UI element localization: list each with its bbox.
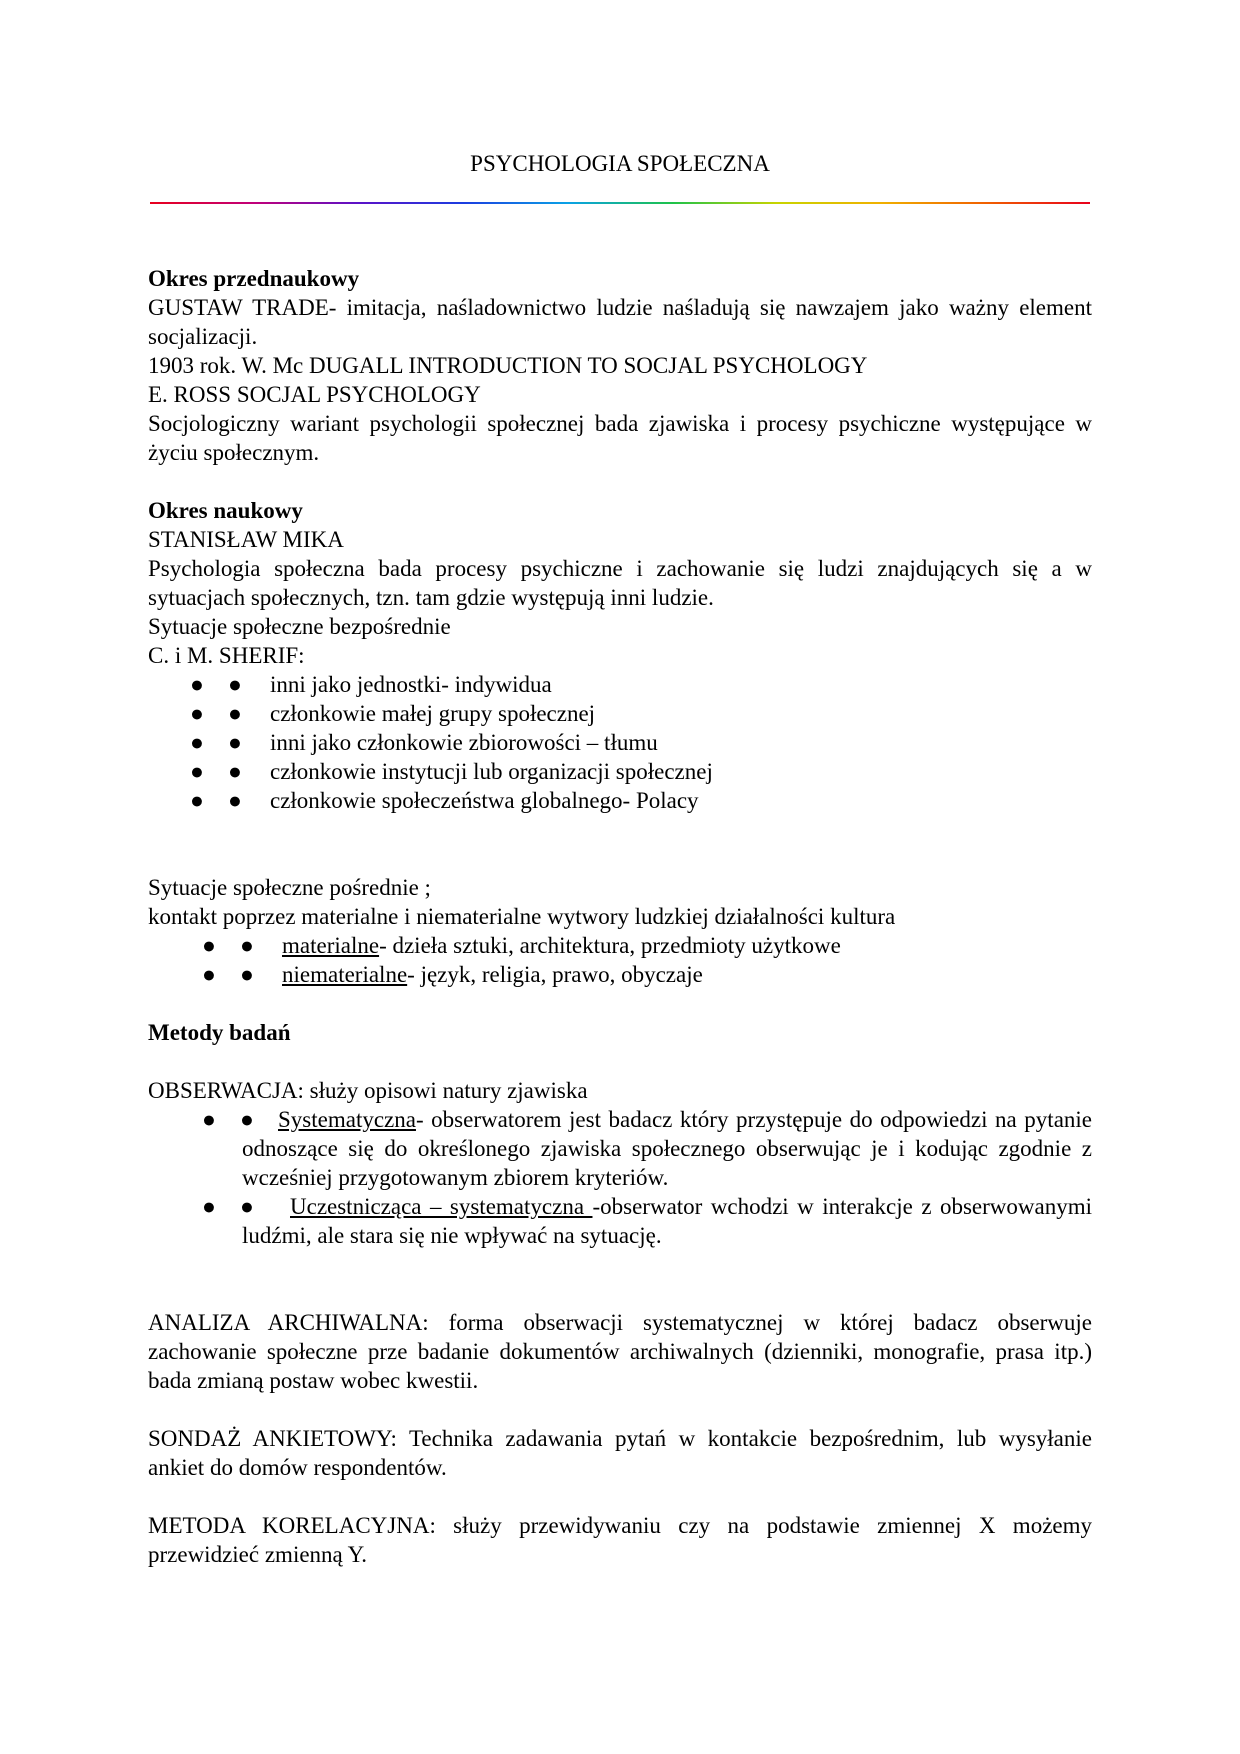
paragraph-analiza-archiwalna: ANALIZA ARCHIWALNA: forma obserwacji systematycznej w której badacz obserwuje zachowanie społeczne prze badanie dokumentów archiwalnych (dzienniki, monografie, prasa itp.) bada zmianą postaw wobec kwestii.	[148, 1310, 1092, 1393]
list-item: ● ● inni jako członkowie zbiorowości – tłumu	[190, 730, 658, 755]
list-item: ● ● Uczestnicząca – systematyczna -obserwator wchodzi w interakcje z obserwowanymi ludźmi, ale stara się nie wpływać na sytuację.	[202, 1194, 1093, 1248]
paragraph-ross: E. ROSS SOCJAL PSYCHOLOGY	[148, 382, 481, 407]
paragraph-mcdugall: 1903 rok. W. Mc DUGALL INTRODUCTION TO SOCJAL PSYCHOLOGY	[148, 353, 868, 378]
paragraph-socjologiczny: Socjologiczny wariant psychologii społecznej bada zjawiska i procesy psychiczne występujące w życiu społecznym.	[148, 411, 1092, 465]
heading-okres-naukowy: Okres naukowy	[148, 498, 303, 523]
wytwory-list	[148, 931, 1092, 989]
paragraph-sherif: C. i M. SHERIF:	[148, 643, 305, 668]
stray-mark	[148, 1279, 1092, 1308]
sherif-list	[148, 670, 1092, 815]
paragraph-psychologia-definicja: Psychologia społeczna bada procesy psychiczne i zachowanie się ludzi znajdujących się a w sytuacjach społecznych, tzn. tam gdzie występują inni ludzie.	[148, 556, 1092, 610]
paragraph-obserwacja: OBSERWACJA: służy opisowi natury zjawiska	[148, 1078, 588, 1103]
list-item: ● ● członkowie społeczeństwa globalnego- Polacy	[190, 788, 699, 813]
paragraph-posrednie: Sytuacje społeczne pośrednie ;	[148, 875, 431, 900]
heading-metody-badan: Metody badań	[148, 1020, 291, 1045]
paragraph-mika: STANISŁAW MIKA	[148, 527, 344, 552]
stray-mark	[148, 1250, 1092, 1279]
heading-okres-przednaukowy: Okres przednaukowy	[148, 266, 360, 291]
paragraph-metoda-korelacyjna: METODA KORELACYJNA: służy przewidywaniu czy na podstawie zmiennej X możemy przewidzieć zmienną Y.	[148, 1513, 1092, 1567]
list-item: ● ● członkowie instytucji lub organizacji społecznej	[190, 759, 713, 784]
paragraph-bezposrednie: Sytuacje społeczne bezpośrednie	[148, 614, 451, 639]
list-item: ● ● materialne- dzieła sztuki, architektura, przedmioty użytkowe	[202, 933, 841, 958]
document-body	[148, 264, 1092, 1569]
list-item: ● ● inni jako jednostki- indywidua	[190, 672, 552, 697]
list-item: ● ● członkowie małej grupy społecznej	[190, 701, 596, 726]
rainbow-divider	[150, 202, 1090, 204]
document-title: PSYCHOLOGIA SPOŁECZNA	[470, 151, 770, 176]
obserwacja-list	[148, 1105, 1092, 1250]
list-item: ● ● Systematyczna- obserwatorem jest badacz który przystępuje do odpowiedzi na pytanie odnoszące się do określonego zjawiska społecznego obserwując je i kodując zgodnie z wcześniej przygotowanym zbiorem kryteriów.	[202, 1107, 1092, 1190]
paragraph-sondaz: SONDAŻ ANKIETOWY: Technika zadawania pytań w kontakcie bezpośrednim, lub wysyłanie ankiet do domów respondentów.	[148, 1426, 1092, 1480]
paragraph-kontakt: kontakt poprzez materialne i niematerialne wytwory ludzkiej działalności kultura	[148, 904, 896, 929]
list-item: ● ● niematerialne- język, religia, prawo, obyczaje	[202, 962, 703, 987]
paragraph-gustaw-trade: GUSTAW TRADE- imitacja, naśladownictwo ludzie naśladują się nawzajem jako ważny element socjalizacji.	[148, 295, 1092, 349]
